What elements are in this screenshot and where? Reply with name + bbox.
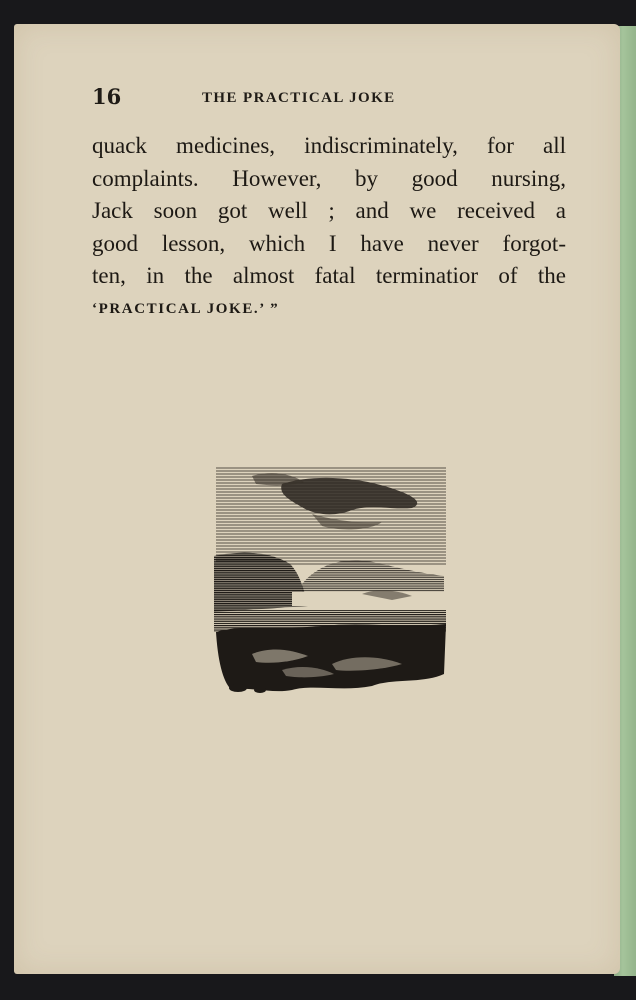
text-line: Jack soon got well ; and we received a xyxy=(92,198,566,223)
text-line-closing: ‘PRACTICAL JOKE.’ ” xyxy=(92,300,280,317)
page-header xyxy=(92,84,572,114)
text-line: quack medicines, indiscriminately, for all xyxy=(92,133,566,158)
text-line: ten, in the almost fatal terminatior of the xyxy=(92,263,566,288)
text-line: complaints. However, by good nursing, xyxy=(92,165,566,191)
running-head: THE PRACTICAL JOKE xyxy=(202,90,396,106)
landscape-engraving-icon xyxy=(212,464,448,696)
stray-ink-mark xyxy=(84,720,90,730)
text-line: good lesson, which I have never forgot- xyxy=(92,230,566,256)
page-number: 16 xyxy=(92,84,122,109)
body-text xyxy=(92,130,566,325)
book-page xyxy=(14,24,620,974)
